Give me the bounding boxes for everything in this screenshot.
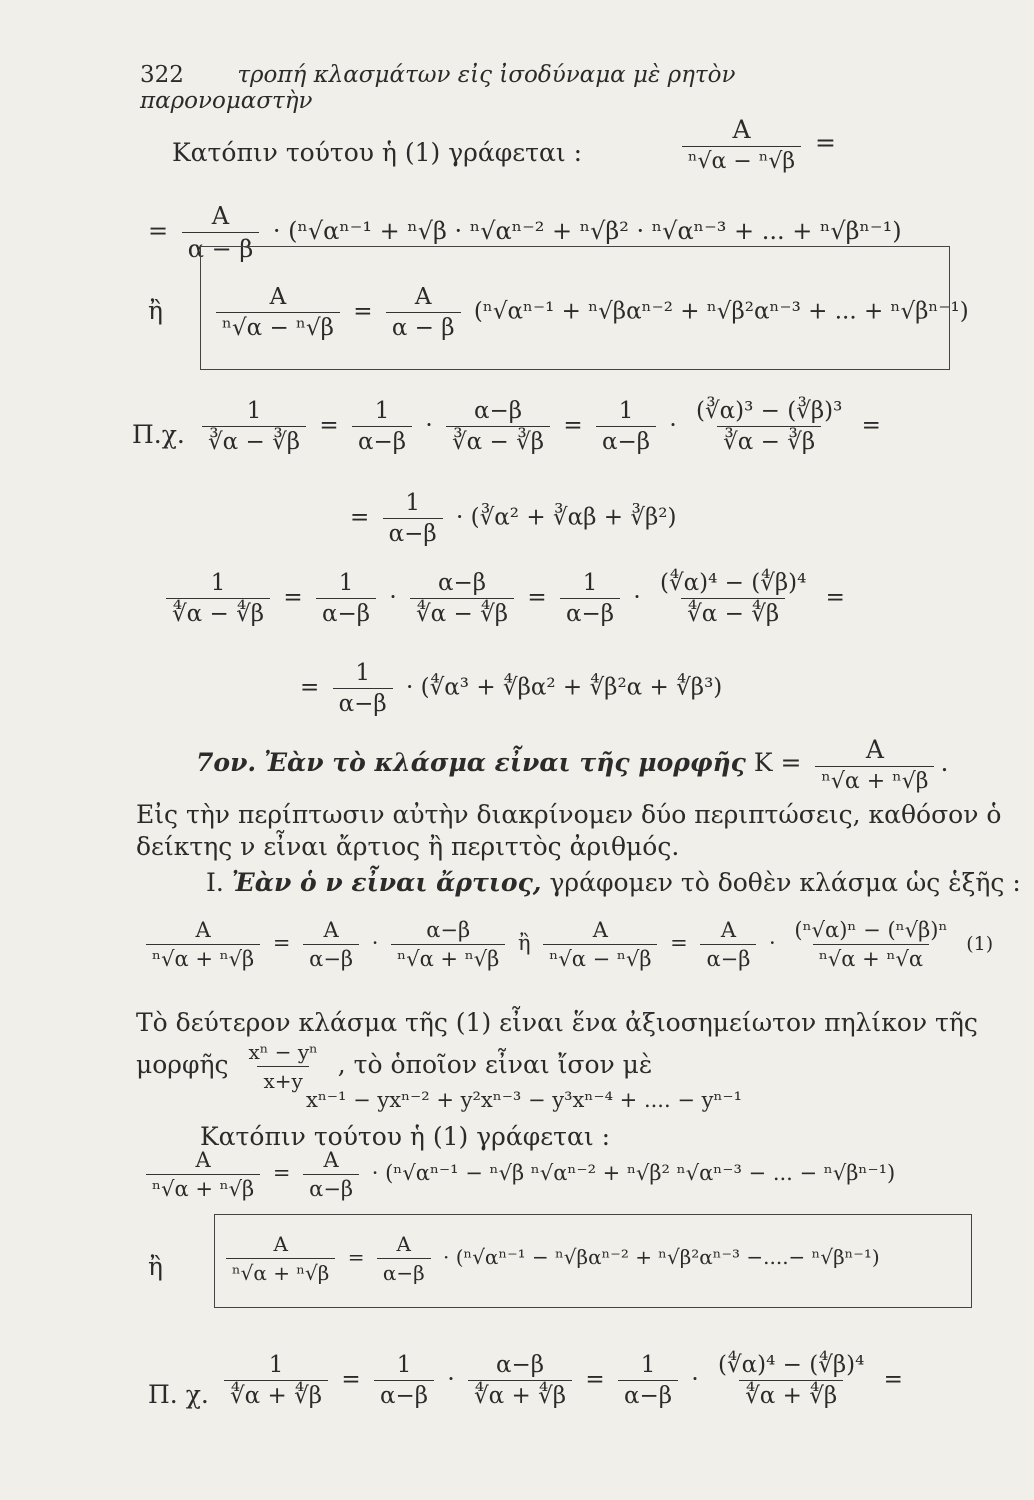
frac-numerator: 1 xyxy=(355,660,370,686)
frac-denominator: ⁿ√α + ⁿ√β xyxy=(815,766,934,794)
frac-numerator: A xyxy=(323,918,339,942)
frac-denominator: ∜α + ∜β xyxy=(224,1380,328,1409)
alternating-expansion: $\frac{A}{\text{ⁿ√α + ⁿ√β}}$ = $\frac{A}{\alpha-\beta}$ · (ⁿ√αⁿ⁻¹ − ⁿ√β ⁿ√αⁿ⁻² + ⁿ√β² ⁿ√αⁿ⁻³ − ... − ⁿ√βⁿ⁻¹) xyxy=(140,1148,895,1201)
frac-denominator: ⁿ√α + ⁿ√α xyxy=(813,944,929,971)
frac-denominator: ∜α − ∜β xyxy=(410,598,514,627)
frac-denominator: α−β xyxy=(303,944,359,971)
section-formula-k: K = xyxy=(753,748,802,777)
frac-denominator: α−β xyxy=(383,518,443,547)
example-label-2: Π. χ. xyxy=(148,1380,209,1409)
boxed-equation-1: $\frac{A}{\text{ⁿ√α − ⁿ√β}}$ = $\frac{A}{\alpha - \beta}$ (ⁿ√αⁿ⁻¹ + ⁿ√βαⁿ⁻² + ⁿ√β²αⁿ⁻³ + ... + ⁿ√βⁿ⁻¹) xyxy=(210,284,969,341)
radical-sum: (∛α² + ∛αβ + ∛β²) xyxy=(470,504,677,531)
frac-denominator: α−β xyxy=(560,598,620,627)
case-1-heading xyxy=(206,868,1021,897)
equation-number: (1) xyxy=(966,933,994,955)
frac-denominator: ∛α − ∛β xyxy=(202,426,306,455)
frac-denominator: α−β xyxy=(352,426,412,455)
quartic-plus-example: $\frac{1}{∜\alpha + ∜\beta}$ = $\frac{1}{\alpha-\beta}$ · $\frac{\alpha-\beta}{∜\alpha + ∜\beta}$ = $\frac{1}{\alpha-\beta}$ · $\frac{\text{(∜α)⁴ − (∜β)⁴}}{∜\alpha + ∜\beta}$ = xyxy=(218,1352,903,1409)
frac-numerator: 1 xyxy=(405,490,420,516)
page-header xyxy=(140,62,900,114)
paragraph-line-1: Εἰς τὴν περίπτωσιν αὐτὴν διακρίνομεν δύο περιπτώσεις, καθόσον ὁ xyxy=(136,800,1002,829)
frac-numerator: 1 xyxy=(640,1352,656,1378)
frac-numerator: A xyxy=(195,918,211,942)
section-7-heading: 7ον. Ἐὰν τὸ κλάσμα εἶναι τῆς μορφῆς K = $\frac{A}{\text{ⁿ√α + ⁿ√β}}$ . xyxy=(196,735,949,794)
frac-numerator: 1 xyxy=(268,1352,284,1378)
frac-denominator: α−β xyxy=(700,944,756,971)
frac-denominator: α−β xyxy=(374,1380,434,1409)
frac-numerator: A xyxy=(269,284,287,310)
frac-denominator: α − β xyxy=(182,232,259,263)
intro-text-1: Κατόπιν τούτου ἡ (1) γράφεται : xyxy=(172,138,583,167)
example-label-1: Π.χ. xyxy=(132,420,185,449)
frac-numerator: A xyxy=(273,1232,288,1256)
frac-numerator: A xyxy=(720,918,736,942)
frac-numerator: 1 xyxy=(246,398,262,424)
frac-denominator: ⁿ√α + ⁿ√β xyxy=(391,944,505,971)
frac-numerator: (∛α)³ − (∛β)³ xyxy=(696,398,843,424)
frac-numerator: (∜α)⁴ − (∜β)⁴ xyxy=(718,1352,865,1378)
eta-label-1: ἢ xyxy=(148,296,163,325)
frac-denominator: ⁿ√α − ⁿ√β xyxy=(543,944,657,971)
frac-denominator: α−β xyxy=(596,426,656,455)
frac-numerator: A xyxy=(211,202,230,230)
frac-numerator: 1 xyxy=(374,398,390,424)
frac-numerator: xⁿ − yⁿ xyxy=(248,1040,318,1064)
cube-result: = $\frac{1}{\alpha-\beta}$ · (∛α² + ∛αβ + ∛β²) xyxy=(350,490,677,547)
frac-denominator: ∜α − ∜β xyxy=(681,598,785,627)
frac-numerator: α−β xyxy=(495,1352,545,1378)
lhs-fraction-1: $\frac{A}{\text{ⁿ√α − ⁿ√β}}$ = xyxy=(676,115,836,174)
eta-word: ἢ xyxy=(518,931,531,955)
radical-sum: (ⁿ√αⁿ⁻¹ + ⁿ√βαⁿ⁻² + ⁿ√β²αⁿ⁻³ + ... + ⁿ√βⁿ⁻¹) xyxy=(473,298,969,325)
radical-sum: (ⁿ√αⁿ⁻¹ + ⁿ√β · ⁿ√αⁿ⁻² + ⁿ√β² · ⁿ√αⁿ⁻³ + ... + ⁿ√βⁿ⁻¹) xyxy=(288,217,902,245)
frac-denominator: α−β xyxy=(316,598,376,627)
case-text: γράφομεν τὸ δοθὲν κλάσμα ὡς ἑξῆς : xyxy=(549,868,1021,897)
section-title: Ἐὰν τὸ κλάσμα εἶναι τῆς μορφῆς xyxy=(264,748,746,777)
frac-numerator: A xyxy=(732,115,751,144)
frac-numerator: A xyxy=(396,1232,411,1256)
frac-denominator: α−β xyxy=(303,1174,359,1201)
page-number: 322 xyxy=(140,62,184,88)
intro-line-2: Κατόπιν τούτου ἡ (1) γράφεται : xyxy=(200,1122,611,1151)
frac-denominator: α−β xyxy=(618,1380,678,1409)
frac-denominator: ∜α − ∜β xyxy=(166,598,270,627)
frac-numerator: A xyxy=(195,1148,211,1172)
frac-numerator: (ⁿ√α)ⁿ − (ⁿ√β)ⁿ xyxy=(794,918,948,942)
radical-sum: (ⁿ√αⁿ⁻¹ − ⁿ√βαⁿ⁻² + ⁿ√β²αⁿ⁻³ −....− ⁿ√βⁿ⁻¹) xyxy=(455,1245,880,1269)
frac-denominator: x+y xyxy=(257,1066,308,1093)
frac-numerator: A xyxy=(414,284,432,310)
case-title: Ἐὰν ὁ ν εἶναι ἄρτιος, xyxy=(231,868,542,897)
radical-sum: (∜α³ + ∜βα² + ∜β²α + ∜β³) xyxy=(420,674,723,701)
boxed-equation-2: $\frac{A}{\text{ⁿ√α + ⁿ√β}}$ = $\frac{A}{\alpha-\beta}$ · (ⁿ√αⁿ⁻¹ − ⁿ√βαⁿ⁻² + ⁿ√β²αⁿ⁻³ −....− ⁿ√βⁿ⁻¹) xyxy=(220,1232,880,1285)
frac-numerator: α−β xyxy=(437,570,487,596)
frac-denominator: ∜α + ∜β xyxy=(739,1380,843,1409)
frac-denominator: ∛α − ∛β xyxy=(446,426,550,455)
running-title: τροπή κλασμάτων εἰς ἰσοδύναμα μὲ ρητὸν παρονομαστὴν xyxy=(140,62,736,114)
equation-expansion-1: = $\frac{A}{\alpha - \beta}$ · (ⁿ√αⁿ⁻¹ + ⁿ√β · ⁿ√αⁿ⁻² + ⁿ√β² · ⁿ√αⁿ⁻³ + ... + ⁿ√βⁿ⁻¹) xyxy=(148,202,902,263)
frac-denominator: ⁿ√α − ⁿ√β xyxy=(216,312,340,341)
radical-sum: (ⁿ√αⁿ⁻¹ − ⁿ√β ⁿ√αⁿ⁻² + ⁿ√β² ⁿ√αⁿ⁻³ − ... − ⁿ√βⁿ⁻¹) xyxy=(385,1161,896,1185)
frac-numerator: 1 xyxy=(618,398,634,424)
frac-numerator: A xyxy=(323,1148,339,1172)
paragraph-line-3: Τὸ δεύτερον κλάσμα τῆς (1) εἶναι ἕνα ἀξιοσημείωτον πηλίκον τῆς xyxy=(136,1008,978,1037)
paragraph-line-5: xⁿ⁻¹ − yxⁿ⁻² + y²xⁿ⁻³ − y³xⁿ⁻⁴ + .... − yⁿ⁻¹ xyxy=(306,1088,743,1112)
frac-denominator: ⁿ√α + ⁿ√β xyxy=(146,1174,260,1201)
frac-denominator: α−β xyxy=(377,1258,431,1285)
paragraph-line-4 xyxy=(136,1040,652,1093)
frac-numerator: α−β xyxy=(426,918,471,942)
cube-example: $\frac{1}{∛\alpha - ∛\beta}$ = $\frac{1}{\alpha-\beta}$ · $\frac{\alpha-\beta}{∛\alpha - ∛\beta}$ = $\frac{1}{\alpha-\beta}$ · $\frac{\text{(∛α)³ − (∛β)³}}{∛\alpha - ∛\beta}$ = xyxy=(196,398,881,455)
frac-denominator: ⁿ√α + ⁿ√β xyxy=(146,944,260,971)
frac-numerator: 1 xyxy=(210,570,226,596)
text-isos: , τὸ ὁποῖον εἶναι ἴσον μὲ xyxy=(337,1050,653,1079)
frac-denominator: ∜α + ∜β xyxy=(468,1380,572,1409)
eta-label-2: ἢ xyxy=(148,1252,163,1281)
frac-numerator: A xyxy=(865,735,884,764)
case-number: I. xyxy=(206,868,224,897)
section-number: 7ον. xyxy=(196,748,257,777)
quartic-example: $\frac{1}{∜\alpha - ∜\beta}$ = $\frac{1}{\alpha-\beta}$ · $\frac{\alpha-\beta}{∜\alpha - ∜\beta}$ = $\frac{1}{\alpha-\beta}$ · $\frac{\text{(∜α)⁴ − (∜β)⁴}}{∜\alpha - ∜\beta}$ = xyxy=(160,570,845,627)
intro-line-1 xyxy=(172,138,582,167)
frac-numerator: (∜α)⁴ − (∜β)⁴ xyxy=(660,570,807,596)
frac-numerator: A xyxy=(592,918,608,942)
text-morphes: μορφῆς xyxy=(136,1050,229,1079)
frac-numerator: 1 xyxy=(396,1352,412,1378)
frac-numerator: α−β xyxy=(473,398,523,424)
frac-numerator: 1 xyxy=(582,570,598,596)
paragraph-line-2: δείκτης ν εἶναι ἄρτιος ἢ περιττὸς ἀριθμός. xyxy=(136,832,680,861)
even-case-equation: $\frac{A}{\text{ⁿ√α + ⁿ√β}}$ = $\frac{A}{\alpha-\beta}$ · $\frac{\alpha-\beta}{\text{ⁿ√α + ⁿ√β}}$ ἢ $\frac{A}{\text{ⁿ√α − ⁿ√β}}$ = $\frac{A}{\alpha-\beta}$ · $\frac{\text{(ⁿ√α)ⁿ − (ⁿ√β)ⁿ}}{\text{ⁿ√α + ⁿ√α}}$ (1) xyxy=(140,918,993,971)
frac-numerator: 1 xyxy=(338,570,354,596)
frac-denominator: α − β xyxy=(386,312,461,341)
quartic-result: = $\frac{1}{\alpha-\beta}$ · (∜α³ + ∜βα² + ∜β²α + ∜β³) xyxy=(300,660,723,717)
frac-denominator: α−β xyxy=(333,688,393,717)
frac-denominator: ⁿ√α + ⁿ√β xyxy=(226,1258,335,1285)
frac-denominator: ⁿ√α − ⁿ√β xyxy=(682,146,801,174)
frac-denominator: ∛α − ∛β xyxy=(717,426,821,455)
